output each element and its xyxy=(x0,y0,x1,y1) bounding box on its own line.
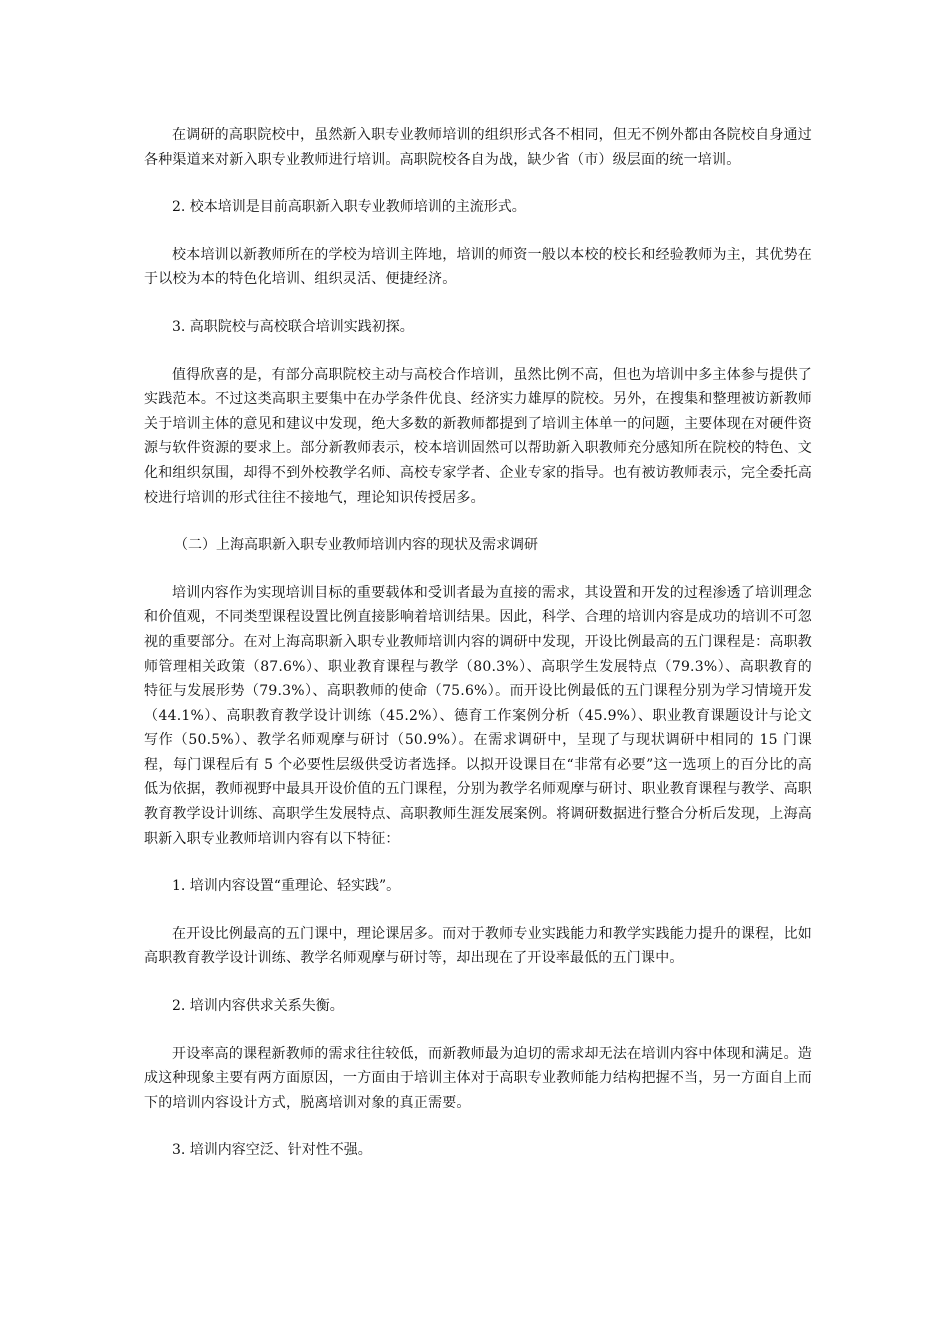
subheading: 3. 高职院校与高校联合培训实践初探。 xyxy=(172,318,414,335)
section-heading: （二）上海高职新入职专业教师培训内容的现状及需求调研 xyxy=(174,537,538,554)
paragraph: 开设率高的课程新教师的需求往往较低，而新教师最为迫切的需求却无法在培训内容中体现和满足。造成这种现象主要有两方面原因，一方面由于培训主体对于高职专业教师能力结构把握不当，另一方面自上而下的培训内容设计方式，脱离培训对象的真正需要。 xyxy=(144,1045,812,1111)
subheading: 2. 培训内容供求关系失衡。 xyxy=(172,998,344,1015)
paragraph: 在调研的高职院校中，虽然新入职专业教师培训的组织形式各不相同，但无不例外都由各院校自身通过各种渠道来对新入职专业教师进行培训。高职院校各自为战，缺少省（市）级层面的统一培训。 xyxy=(144,127,812,168)
subheading: 2. 校本培训是目前高职新入职专业教师培训的主流形式。 xyxy=(172,199,526,216)
subheading: 3. 培训内容空泛、针对性不强。 xyxy=(172,1142,372,1159)
subheading: 1. 培训内容设置“重理论、轻实践”。 xyxy=(172,878,401,895)
paragraph: 在开设比例最高的五门课中，理论课居多。而对于教师专业实践能力和教学实践能力提升的课程，比如高职教育教学设计训练、教学名师观摩与研讨等，却出现在了开设率最低的五门课中。 xyxy=(144,925,812,967)
document-body xyxy=(144,123,812,1186)
paragraph: 值得欣喜的是，有部分高职院校主动与高校合作培训，虽然比例不高，但也为培训中多主体参与提供了实践范本。不过这类高职主要集中在办学条件优良、经济实力雄厚的院校。另外，在搜集和整理被访新教师关于培训主体的意见和建议中发现，绝大多数的新教师都提到了培训主体单一的问题，主要体现在对硬件资源与软件资源的要求上。部分新教师表示，校本培训固然可以帮助新入职教师充分感知所在院校的特色、文化和组织氛围，却得不到外校教学名师、高校专家学者、企业专家的指导。也有被访教师表示，完全委托高校进行培训的形式往往不接地气，理论知识传授居多。 xyxy=(144,366,812,506)
paragraph: 校本培训以新教师所在的学校为培训主阵地，培训的师资一般以本校的校长和经验教师为主，其优势在于以校为本的特色化培训、组织灵活、便捷经济。 xyxy=(144,246,812,288)
paragraph: 培训内容作为实现培训目标的重要载体和受训者最为直接的需求，其设置和开发的过程渗透了培训理念和价值观，不同类型课程设置比例直接影响着培训结果。因此，科学、合理的培训内容是成功的培训不可忽视的重要部分。在对上海高职新入职专业教师培训内容的调研中发现，开设比例最高的五门课程是：高职教师管理相关政策（87.6%）、职业教育课程与教学（80.3%）、高职学生发展特点（79.3%）、高职教育的特征与发展形势（79.3%）、高职教师的使命（75.6%）。而开设比例最低的五门课程分别为学习情境开发（44.1%）、高职教育教学设计训练（45.2%）、德育工作案例分析（45.9%）、职业教育课题设计与论文写作（50.5%）、教学名师观摩与研讨（50.9%）。在需求调研中，呈现了与现状调研中相同的 15 门课程，每门课程后有 5 个必要性层级供受访者选择。以拟开设课目在“非常有必要”这一选项上的百分比的高低为依据，教师视野中最具开设价值的五门课程，分别为教学名师观摩与研讨、职业教育课程与教学、高职教育教学设计训练、高职学生发展特点、高职教师生涯发展案例。将调研数据进行整合分析后发现，上海高职新入职专业教师培训内容有以下特征： xyxy=(144,584,812,847)
